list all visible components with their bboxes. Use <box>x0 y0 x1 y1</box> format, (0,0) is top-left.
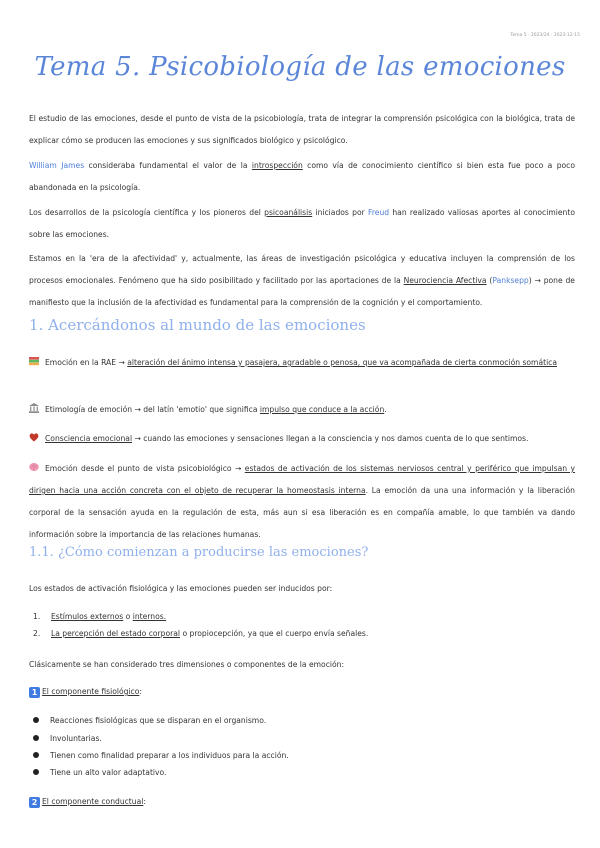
header-note: Tema 5 · 2023/24 · 2023-12-15 <box>510 33 580 38</box>
list-number: 1. <box>33 612 41 621</box>
list-number: 2. <box>33 629 41 638</box>
number-2-badge-icon: 2 <box>29 797 40 808</box>
list-item <box>33 751 289 760</box>
text-span: han realizado valiosas aportes al conocimiento sobre las emociones. <box>29 208 575 239</box>
dimensions-intro: Clásicamente se han considerado tres dimensiones o componentes de la emoción: <box>29 660 345 669</box>
term-internos: internos. <box>132 612 167 621</box>
list-item <box>33 768 166 777</box>
text-span: Estamos en la 'era de la afectividad' y, actualmente, las áreas de investigación psicológica y educativa incluyen la comprensión de los procesos emocionales. Fenómeno que ha sido posibilitado y facilitado por las aportaciones de la <box>29 254 575 285</box>
text-span: . La emoción da una una información y la liberación corporal de la sensación ayuda en la regulación de esta, más aun si esa liberación es en compañía amable, lo que también va dando información sobre la importancia de las relaciones humanas. <box>29 486 575 539</box>
text-span: iniciados por <box>312 208 368 217</box>
text-span: Los desarrollos de la psicología científica y los pioneros del <box>29 208 265 217</box>
classical-building-icon <box>29 403 39 413</box>
bullet-icon <box>33 752 39 758</box>
component-1-label: El componente fisiológico <box>42 687 140 696</box>
list-item <box>33 734 102 743</box>
term-estimulos-externos: Estímulos externos <box>51 612 124 621</box>
text-span: Emoción en la RAE → <box>45 358 128 367</box>
bullet-text: Reacciones fisiológicas que se disparan en el organismo. <box>50 716 267 725</box>
text-span: : <box>139 687 142 696</box>
bullet-icon <box>33 735 39 741</box>
number-1-badge-icon: 1 <box>29 687 40 698</box>
component-1-title <box>29 687 142 698</box>
anatomical-heart-icon <box>29 432 39 442</box>
section-1-1-heading: 1.1. ¿Cómo comienzan a producirse las emociones? <box>29 545 369 560</box>
name-panksepp: Panksepp <box>492 276 529 285</box>
emotional-consciousness <box>29 428 575 450</box>
text-span: como vía de conocimiento científico si bien esta fue poco a poco abandonada en la psicología. <box>29 161 575 192</box>
term-introspeccion: introspección <box>251 161 303 170</box>
text-span: o propiocepción, ya que el cuerpo envía señales. <box>180 629 369 638</box>
psychobiological-meaning: estados de activación de los sistemas nerviosos central y periférico que impulsan y dirigen hacia una acción concreta con el objeto de recuperar la homeostasis interna <box>29 464 576 495</box>
rae-meaning: alteración del ánimo intensa y pasajera, agradable o penosa, que va acompañada de cierta conmoción somática <box>127 358 558 367</box>
term-psicoanalisis: psicoanálisis <box>264 208 313 217</box>
text-span: ( <box>486 276 493 285</box>
rae-definition <box>29 352 575 374</box>
books-icon <box>29 356 39 366</box>
term-neurociencia-afectiva: Neurociencia Afectiva <box>403 276 487 285</box>
text-span: o <box>123 612 133 621</box>
bullet-icon <box>33 717 39 723</box>
list-item <box>33 612 166 621</box>
component-2-label: El componente conductual <box>42 797 144 806</box>
term-percepcion-estado-corporal: La percepción del estado corporal <box>51 629 181 638</box>
list-item <box>33 629 368 638</box>
bullet-icon <box>33 769 39 775</box>
etymology-definition <box>29 399 575 421</box>
text-span: Etimología de emoción → del latín 'emotio' que significa <box>45 405 260 414</box>
induction-intro: Los estados de activación fisiológica y las emociones pueden ser inducidos por: <box>29 584 333 593</box>
text-span: → cuando las emociones y sensaciones llegan a la consciencia y nos damos cuenta de lo que sentimos. <box>132 434 529 443</box>
text-span: . <box>384 405 387 414</box>
section-1-heading: 1. Acercándonos al mundo de las emociones <box>29 316 366 334</box>
etymology-meaning: impulso que conduce a la acción <box>259 405 385 414</box>
text-span: : <box>143 797 146 806</box>
term-consciencia-emocional: Consciencia emocional <box>45 434 133 443</box>
brain-icon <box>29 462 39 472</box>
intro-paragraph-3 <box>29 202 575 246</box>
name-william-james: William James <box>29 161 85 170</box>
intro-paragraph-2 <box>29 155 575 199</box>
list-item <box>33 716 266 725</box>
text-span: Emoción desde el punto de vista psicobiológico → <box>45 464 245 473</box>
page-title: Tema 5. Psicobiología de las emociones <box>34 52 566 82</box>
psychobiological-definition <box>29 458 575 546</box>
bullet-text: Tiene un alto valor adaptativo. <box>50 768 167 777</box>
text-span: ) → pone de manifiesto que la inclusión de la afectividad es fundamental para la comprensión de la cognición y el comportamiento. <box>29 276 575 307</box>
component-2-title <box>29 797 146 808</box>
bullet-text: Tienen como finalidad preparar a los individuos para la acción. <box>50 751 289 760</box>
name-freud: Freud <box>368 208 390 217</box>
text-span: consideraba fundamental el valor de la <box>84 161 252 170</box>
intro-paragraph-4 <box>29 248 575 314</box>
bullet-text: Involuntarias. <box>50 734 102 743</box>
intro-paragraph-1: El estudio de las emociones, desde el punto de vista de la psicobiología, trata de integrar la comprensión psicológica con la biológica, trata de explicar cómo se producen las emociones y sus significados biológico y psicológico. <box>29 114 575 145</box>
